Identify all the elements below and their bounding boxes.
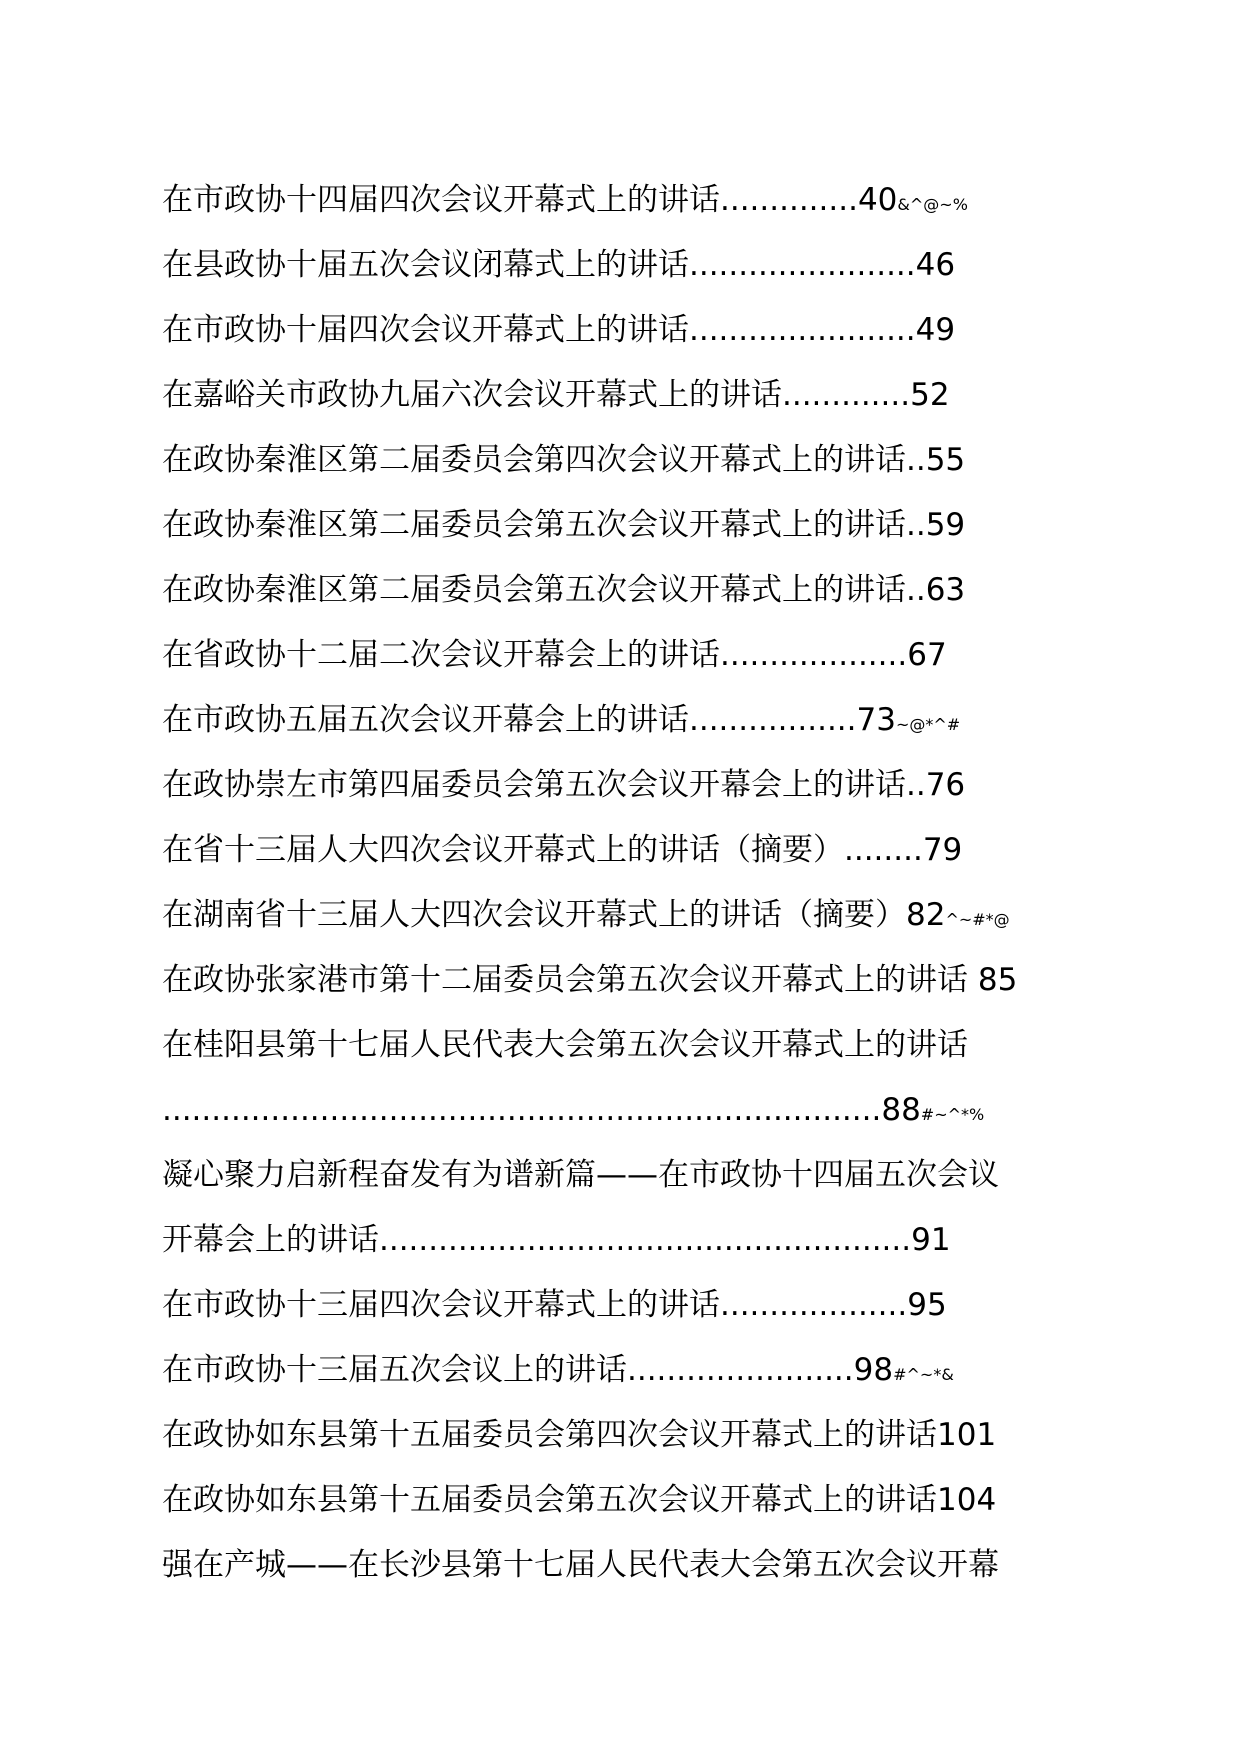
toc-entry-text: 在市政协十四届四次会议开幕式上的讲话..............40 [162, 182, 898, 218]
toc-entry-mark: ^~#*@ [945, 910, 1010, 929]
toc-entry-text: 在政协秦淮区第二届委员会第五次会议开幕式上的讲话..59 [162, 507, 966, 543]
toc-entry [162, 233, 1092, 298]
table-of-contents [162, 168, 1092, 1598]
toc-entry [162, 558, 1092, 623]
toc-entry [162, 1013, 1092, 1078]
toc-entry-text: .........................................................................88 [162, 1092, 921, 1128]
toc-entry-text: 在政协如东县第十五届委员会第四次会议开幕式上的讲话101 [162, 1417, 997, 1453]
toc-entry-text: 在政协秦淮区第二届委员会第五次会议开幕式上的讲话..63 [162, 572, 966, 608]
toc-entry-mark: #~^*% [920, 1105, 985, 1124]
toc-entry [162, 493, 1092, 558]
toc-entry-text: 在政协如东县第十五届委员会第五次会议开幕式上的讲话104 [162, 1482, 997, 1518]
toc-entry-text: 在桂阳县第十七届人民代表大会第五次会议开幕式上的讲话 [162, 1027, 968, 1063]
toc-entry [162, 1338, 1092, 1403]
toc-entry [162, 623, 1092, 688]
toc-entry-text: 在市政协十三届五次会议上的讲话.......................98 [162, 1352, 894, 1388]
toc-entry [162, 1468, 1092, 1533]
toc-entry-text: 在市政协十届四次会议开幕式上的讲话.......................49 [162, 312, 956, 348]
toc-entry-text: 在政协秦淮区第二届委员会第四次会议开幕式上的讲话..55 [162, 442, 966, 478]
toc-entry [162, 363, 1092, 428]
toc-entry [162, 1533, 1092, 1598]
toc-entry [162, 168, 1092, 233]
toc-entry-text: 在市政协十三届四次会议开幕式上的讲话...................95 [162, 1287, 947, 1323]
toc-entry-text: 凝心聚力启新程奋发有为谱新篇——在市政协十四届五次会议 [162, 1157, 999, 1193]
toc-entry [162, 1273, 1092, 1338]
toc-entry [162, 818, 1092, 883]
toc-entry [162, 1208, 1092, 1273]
toc-entry-text: 开幕会上的讲话......................................................91 [162, 1222, 951, 1258]
toc-entry-text: 在市政协五届五次会议开幕会上的讲话.................73 [162, 702, 896, 738]
toc-entry-mark: #^~*& [893, 1365, 954, 1384]
toc-entry-text: 在省十三届人大四次会议开幕式上的讲话（摘要）........79 [162, 832, 963, 868]
toc-entry [162, 753, 1092, 818]
toc-entry [162, 948, 1092, 1013]
toc-entry-text: 在政协张家港市第十二届委员会第五次会议开幕式上的讲话 85 [162, 962, 1018, 998]
toc-entry-mark: ~@*^# [895, 715, 961, 734]
toc-entry [162, 428, 1092, 493]
toc-entry [162, 688, 1092, 753]
toc-entry [162, 1403, 1092, 1468]
toc-entry-mark: &^@~% [897, 195, 968, 214]
toc-entry-text: 在嘉峪关市政协九届六次会议开幕式上的讲话.............52 [162, 377, 950, 413]
toc-entry-text: 在湖南省十三届人大四次会议开幕式上的讲话（摘要）82 [162, 897, 946, 933]
toc-entry-text: 在省政协十二届二次会议开幕会上的讲话...................67 [162, 637, 947, 673]
toc-entry [162, 883, 1092, 948]
toc-entry [162, 298, 1092, 363]
toc-entry [162, 1078, 1092, 1143]
toc-entry-text: 在县政协十届五次会议闭幕式上的讲话.......................46 [162, 247, 956, 283]
toc-entry-text: 在政协崇左市第四届委员会第五次会议开幕会上的讲话..76 [162, 767, 966, 803]
toc-entry-text: 强在产城——在长沙县第十七届人民代表大会第五次会议开幕 [162, 1547, 999, 1583]
toc-entry [162, 1143, 1092, 1208]
